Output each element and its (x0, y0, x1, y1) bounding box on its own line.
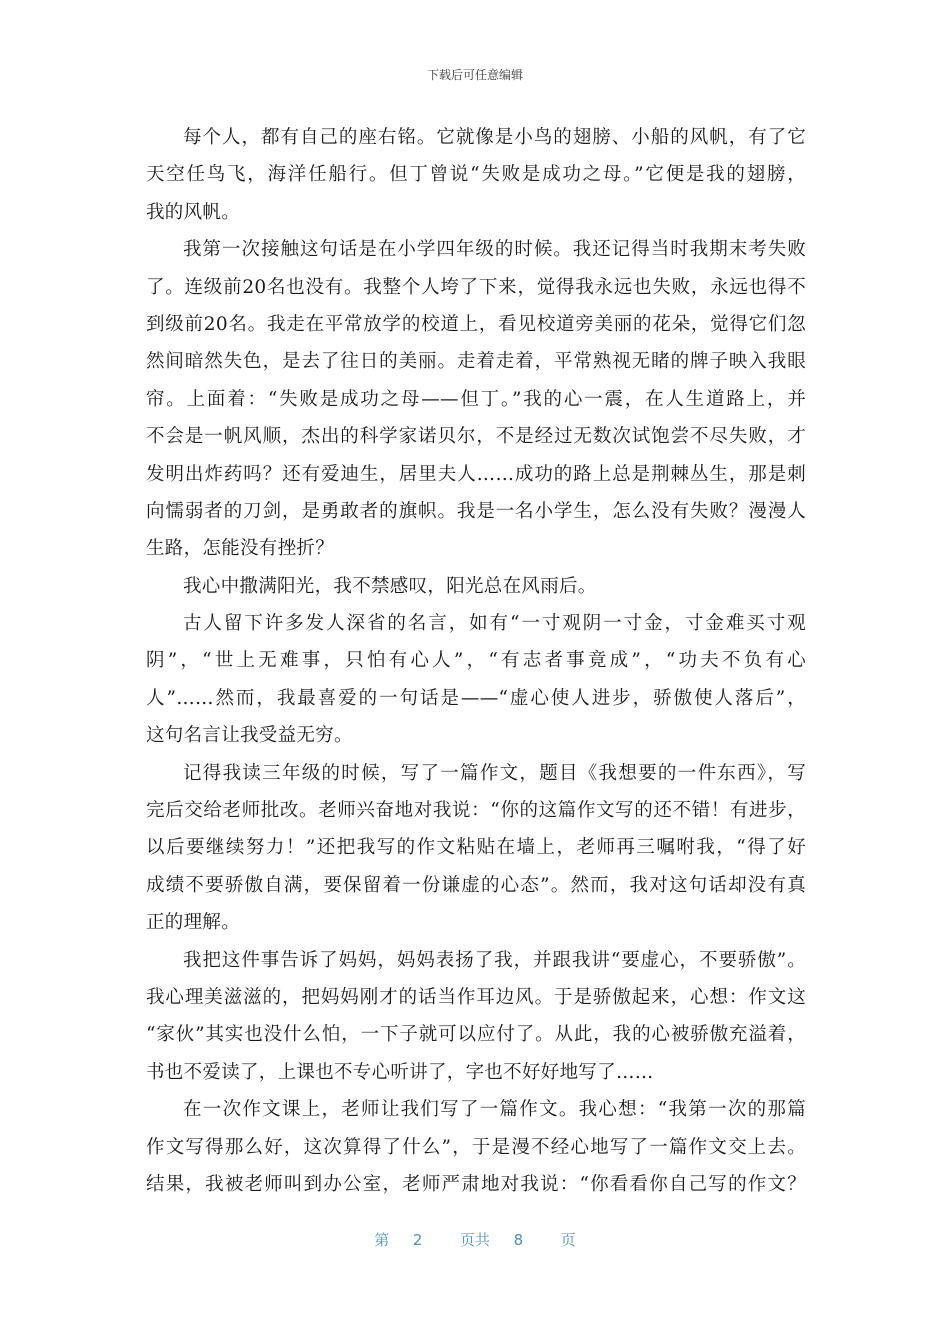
footer-prefix: 第 (374, 1231, 390, 1249)
text-line: 人”……然而，我最喜爱的一句话是——“虚心使人进步，骄傲使人落后”， (146, 687, 806, 709)
text-line: 不会是一帆风顺，杰出的科学家诺贝尔，不是经过无数次试饱尝不尽失败，才 (146, 426, 806, 448)
text-line: 在一次作文课上，老师让我们写了一篇作文。我心想：“我第一次的那篇 (183, 1099, 806, 1121)
text-line: 我把这件事告诉了妈妈，妈妈表扬了我，并跟我讲“要虚心，不要骄傲”。 (183, 949, 806, 971)
text-line: “家伙”其实也没什么怕，一下子就可以应付了。从此，我的心被骄傲充溢着， (146, 1024, 806, 1046)
text-line: 成绩不要骄傲自满，要保留着一份谦虚的心态”。然而，我对这句话却没有真 (146, 874, 806, 896)
text-line: 到级前20名。我走在平常放学的校道上，看见校道旁美丽的花朵，觉得它们忽 (146, 313, 806, 335)
text-line: 记得我读三年级的时候，写了一篇作文，题目《我想要的一件东西》，写 (183, 762, 806, 784)
footer-suffix: 页 (560, 1231, 576, 1249)
text-line: 了。连级前20名也没有。我整个人垮了下来，觉得我永远也失败，永远也得不 (146, 276, 806, 298)
page-header: 下载后可任意编辑 (426, 68, 523, 82)
text-line: 每个人，都有自己的座右铭。它就像是小鸟的翅膀、小船的风帆，有了它 (183, 127, 806, 148)
text-line: 正的理解。 (146, 912, 241, 934)
text-line: 天空任鸟飞，海洋任船行。但丁曾说“失败是成功之母。”它便是我的翅膀， (146, 164, 806, 186)
text-line: 这句名言让我受益无穷。 (146, 725, 353, 747)
text-line: 阴”，“世上无难事，只怕有心人”，“有志者事竟成”，“功夫不负有心 (146, 650, 806, 672)
document-body (146, 119, 806, 1203)
footer-middle: 页共 (459, 1231, 490, 1249)
text-line: 以后要继续努力！”还把我写的作文粘贴在墙上，老师再三嘱咐我，“得了好 (146, 837, 806, 859)
text-line: 然间暗然失色，是去了往日的美丽。走着走着，平常熟视无睹的牌子映入我眼 (146, 351, 806, 373)
text-line: 我心理美滋滋的，把妈妈刚才的话当作耳边风。于是骄傲起来，心想：作文这 (146, 986, 806, 1008)
text-line: 书也不爱读了，上课也不专心听讲了，字也不好好地写了…… (146, 1061, 654, 1083)
text-line: 我心中撒满阳光，我不禁感叹，阳光总在风雨后。 (183, 575, 597, 597)
text-line: 我第一次接触这句话是在小学四年级的时候。我还记得当时我期末考失败 (183, 239, 806, 261)
text-line: 向懦弱者的刀剑，是勇敢者的旗帜。我是一名小学生，怎么没有失败？漫漫人 (146, 500, 806, 522)
text-line: 帘。上面着：“失败是成功之母——但丁。”我的心一震，在人生道路上，并 (146, 388, 806, 410)
text-line: 发明出炸药吗？还有爱迪生，居里夫人……成功的路上总是荆棘丛生，那是刺 (146, 463, 806, 485)
text-line: 作文写得那么好，这次算得了什么”，于是漫不经心地写了一篇作文交上去。 (146, 1136, 806, 1158)
text-line: 古人留下许多发人深省的名言，如有“一寸观阴一寸金，寸金难买寸观 (183, 613, 806, 635)
footer-page-number: 2 (412, 1231, 423, 1249)
text-line: 结果，我被老师叫到办公室，老师严肃地对我说：“你看看你自己写的作文？ (146, 1173, 806, 1195)
page-footer (0, 1229, 950, 1250)
text-line: 完后交给老师批改。老师兴奋地对我说：“你的这篇作文写的还不错！有进步， (146, 800, 806, 822)
text-line: 我的风帆。 (146, 201, 241, 223)
text-line: 生路，怎能没有挫折？ (146, 538, 335, 560)
footer-total-pages: 8 (513, 1231, 524, 1249)
